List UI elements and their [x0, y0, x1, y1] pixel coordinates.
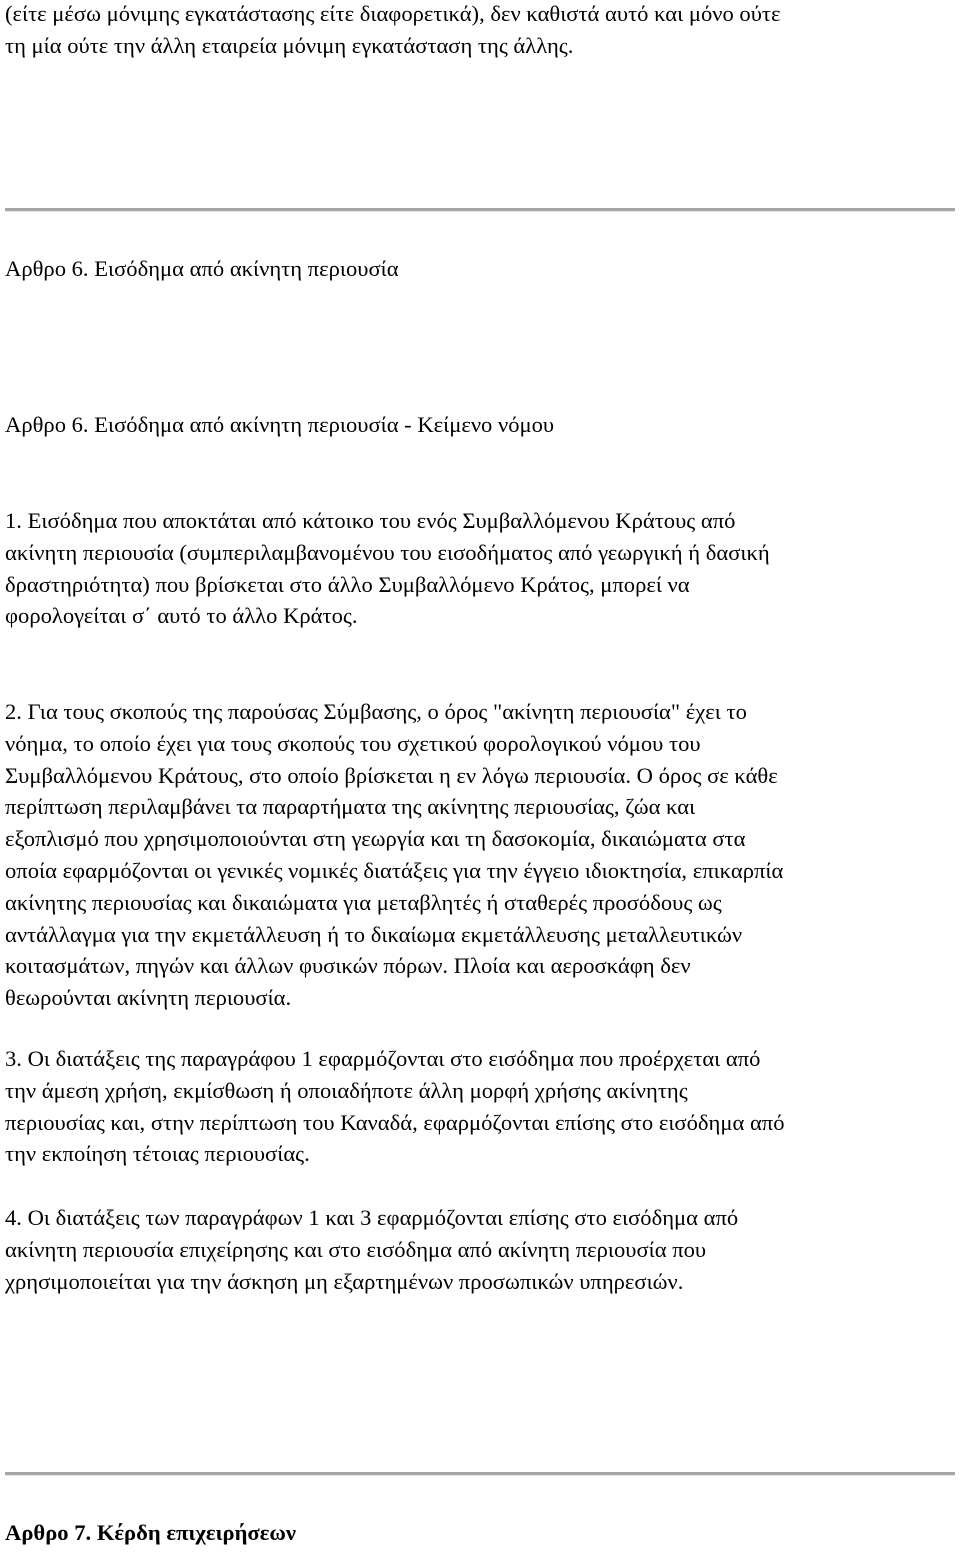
text-line: 1. Εισόδημα που αποκτάται από κάτοικο του ενός Συμβαλλόμενου Κράτους από [5, 508, 736, 533]
text-line: ακίνητη περιουσία (συμπεριλαμβανομένου του εισοδήματος από γεωργική ή δασική [5, 539, 770, 565]
text-line: δραστηριότητα) που βρίσκεται στο άλλο Συμβαλλόμενο Κράτος, μπορεί να [5, 571, 690, 597]
article-6-subtitle: Αρθρο 6. Εισόδημα από ακίνητη περιουσία - Κείμενο νόμου [5, 412, 555, 437]
text-line: ακίνητης περιουσίας και δικαιώματα για μεταβλητές ή σταθερές προσόδους ως [5, 889, 722, 915]
text-line: την άμεση χρήση, εκμίσθωση ή οποιαδήποτε άλλη μορφή χρήσης ακίνητης [5, 1077, 688, 1103]
text-line: οποία εφαρμόζονται οι γενικές νομικές διατάξεις για την έγγειο ιδιοκτησία, επικαρπία [5, 857, 784, 883]
text-line: ακίνητη περιουσία επιχείρησης και στο εισόδημα από ακίνητη περιουσία που [5, 1236, 707, 1262]
section-divider [5, 1472, 955, 1476]
section-divider [5, 208, 955, 212]
text-line: (είτε μέσω μόνιμης εγκατάστασης είτε διαφορετικά), δεν καθιστά αυτό και μόνο ούτε [5, 1, 781, 26]
text-line: την εκποίηση τέτοιας περιουσίας. [5, 1141, 310, 1167]
text-line: περίπτωση περιλαμβάνει τα παραρτήματα της ακίνητης περιουσίας, ζώα και [5, 794, 696, 820]
article-6-paragraph-2 [5, 696, 957, 1014]
text-line: 2. Για τους σκοπούς της παρούσας Σύμβασης, ο όρος "ακίνητη περιουσία" έχει το [5, 699, 747, 724]
intro-paragraph [5, 0, 957, 62]
text-line: χρησιμοποιείται για την άσκηση μη εξαρτημένων προσωπικών υπηρεσιών. [5, 1268, 684, 1294]
text-line: εξοπλισμό που χρησιμοποιούνται στη γεωργία και τη δασοκομία, δικαιώματα στα [5, 826, 746, 852]
text-line: τη μία ούτε την άλλη εταιρεία μόνιμη εγκατάσταση της άλλης. [5, 32, 574, 58]
article-6-paragraph-1 [5, 505, 957, 632]
article-6-paragraph-3 [5, 1043, 957, 1170]
text-line: αντάλλαγμα για την εκμετάλλευση ή το δικαίωμα εκμετάλλευσης μεταλλευτικών [5, 921, 743, 947]
article-6-title: Αρθρο 6. Εισόδημα από ακίνητη περιουσία [5, 256, 399, 281]
text-line: 3. Οι διατάξεις της παραγράφου 1 εφαρμόζονται στο εισόδημα που προέρχεται από [5, 1046, 761, 1071]
text-line: φορολογείται σ΄ αυτό το άλλο Κράτος. [5, 603, 358, 629]
text-line: περιουσίας και, στην περίπτωση του Καναδά, εφαρμόζονται επίσης στο εισόδημα από [5, 1109, 785, 1135]
text-line: κοιτασμάτων, πηγών και άλλων φυσικών πόρων. Πλοία και αεροσκάφη δεν [5, 953, 691, 979]
text-line: Συμβαλλόμενου Κράτους, στο οποίο βρίσκεται η εν λόγω περιουσία. Ο όρος σε κάθε [5, 762, 778, 788]
article-7-title: Αρθρο 7. Κέρδη επιχειρήσεων [5, 1520, 296, 1545]
text-line: νόημα, το οποίο έχει για τους σκοπούς του σχετικού φορολογικού νόμου του [5, 730, 701, 756]
text-line: 4. Οι διατάξεις των παραγράφων 1 και 3 εφαρμόζονται επίσης στο εισόδημα από [5, 1205, 739, 1230]
article-6-paragraph-4 [5, 1202, 957, 1297]
text-line: θεωρούνται ακίνητη περιουσία. [5, 985, 292, 1011]
